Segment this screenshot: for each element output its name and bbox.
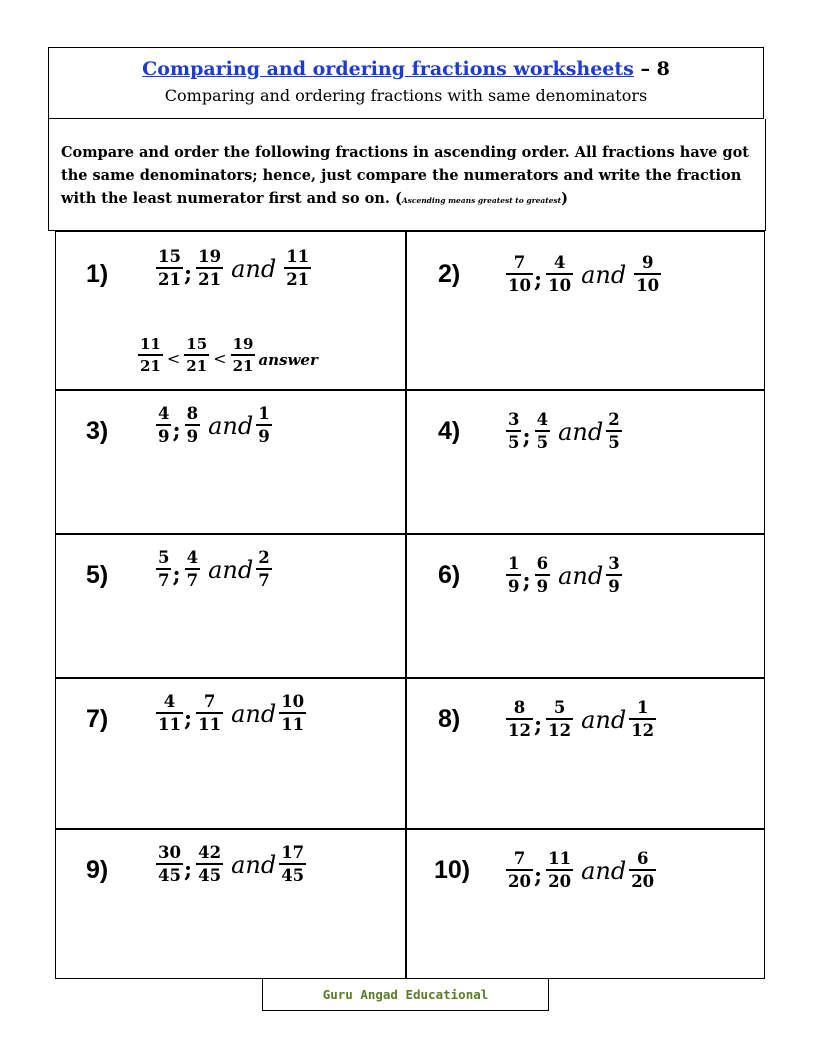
fraction-3-denominator: 21 <box>284 267 311 289</box>
fraction-1-numerator: 3 <box>508 410 520 429</box>
fraction-3-numerator: 2 <box>258 548 270 567</box>
fraction-3-numerator: 17 <box>281 843 305 862</box>
fraction-3-denominator: 5 <box>606 430 621 452</box>
and-word: and <box>231 699 277 728</box>
fraction-2-numerator: 19 <box>198 247 222 266</box>
fraction-2 <box>196 693 223 735</box>
footer-brand: Guru Angad Educational <box>262 979 549 1011</box>
separator-semicolon: ; <box>533 711 543 738</box>
fraction-3-denominator: 9 <box>606 574 621 596</box>
fraction-3-denominator: 11 <box>279 712 306 734</box>
title-link[interactable]: Comparing and ordering fractions worksheets <box>142 58 634 80</box>
worksheet-subtitle: Comparing and ordering fractions with same denominators <box>164 86 648 105</box>
fraction-2-numerator: 11 <box>548 849 572 868</box>
fraction-2-denominator: 11 <box>196 712 223 734</box>
grid-divider-row-2 <box>56 533 764 535</box>
fraction-1 <box>506 850 533 892</box>
fraction-1-denominator: 9 <box>156 424 171 446</box>
and-word: and <box>231 850 277 879</box>
problem-expression <box>156 549 272 591</box>
fraction-3 <box>629 850 656 892</box>
separator-semicolon: ; <box>183 705 193 732</box>
and-word: and <box>208 411 254 440</box>
answer-fraction-1 <box>138 336 163 375</box>
answer-row <box>138 336 318 375</box>
separator-semicolon: ; <box>533 266 543 293</box>
fraction-1-numerator: 8 <box>513 698 526 717</box>
grid-divider-row-1 <box>56 389 764 391</box>
fraction-1-denominator: 5 <box>506 430 521 452</box>
problem-expression <box>156 248 311 290</box>
answer-fraction-1-denominator: 21 <box>138 354 163 375</box>
problem-number: 5) <box>86 561 109 589</box>
problem-expression <box>156 844 306 886</box>
fraction-1 <box>506 555 521 597</box>
worksheet-title <box>49 58 763 80</box>
fraction-2-numerator: 6 <box>536 554 549 573</box>
fraction-3 <box>634 254 661 296</box>
and-word: and <box>231 254 277 283</box>
fraction-1-numerator: 4 <box>158 404 170 423</box>
fraction-1 <box>156 844 183 886</box>
fraction-3-denominator: 12 <box>629 718 656 740</box>
fraction-3 <box>606 411 621 453</box>
fraction-2 <box>196 844 223 886</box>
problem-number: 6) <box>438 561 461 589</box>
grid-divider-vertical <box>405 232 407 978</box>
fraction-3-numerator: 3 <box>608 554 620 573</box>
fraction-2-numerator: 5 <box>553 698 566 717</box>
separator-semicolon: ; <box>172 561 181 588</box>
fraction-1-numerator: 15 <box>158 247 181 266</box>
fraction-1 <box>156 549 171 591</box>
answer-fraction-3-numerator: 19 <box>232 335 254 353</box>
fraction-2 <box>185 549 200 591</box>
problem-expression <box>156 693 306 735</box>
fraction-2 <box>546 850 573 892</box>
fraction-3-numerator: 11 <box>286 247 310 266</box>
problem-number: 1) <box>86 260 109 288</box>
problem-expression <box>156 405 272 447</box>
fraction-2-denominator: 9 <box>535 574 550 596</box>
and-word: and <box>581 260 627 289</box>
and-word: and <box>581 856 627 885</box>
fraction-2-denominator: 21 <box>196 267 223 289</box>
problem-expression <box>506 555 622 597</box>
less-than-sign: < <box>213 348 227 368</box>
problem-number: 8) <box>438 705 461 733</box>
separator-semicolon: ; <box>522 423 531 450</box>
fraction-2 <box>535 411 550 453</box>
problem-number: 3) <box>86 417 109 445</box>
fraction-2 <box>185 405 200 447</box>
fraction-2-numerator: 7 <box>203 692 216 711</box>
fraction-2-denominator: 12 <box>546 718 573 740</box>
and-word: and <box>558 417 604 446</box>
problem-number: 10) <box>434 856 471 884</box>
fraction-3-denominator: 45 <box>279 863 306 885</box>
fraction-2-denominator: 9 <box>185 424 200 446</box>
grid-divider-row-3 <box>56 677 764 679</box>
fraction-2-denominator: 7 <box>185 568 200 590</box>
fraction-1-denominator: 11 <box>156 712 183 734</box>
fraction-3 <box>606 555 621 597</box>
fraction-3 <box>629 699 656 741</box>
answer-fraction-2-numerator: 15 <box>186 335 208 353</box>
problem-number: 2) <box>438 260 461 288</box>
fraction-3 <box>256 549 271 591</box>
fraction-3 <box>279 693 306 735</box>
fraction-2 <box>196 248 223 290</box>
fraction-3-numerator: 1 <box>258 404 270 423</box>
fraction-1 <box>506 254 533 296</box>
separator-semicolon: ; <box>172 417 181 444</box>
problem-expression <box>506 254 661 296</box>
fraction-2 <box>546 254 573 296</box>
fraction-1-numerator: 5 <box>158 548 170 567</box>
grid-divider-row-4 <box>56 828 764 830</box>
separator-semicolon: ; <box>183 856 193 883</box>
fraction-2-numerator: 42 <box>198 843 222 862</box>
and-word: and <box>558 561 604 590</box>
fraction-1-numerator: 30 <box>158 843 181 862</box>
fraction-2-denominator: 45 <box>196 863 223 885</box>
fraction-3-numerator: 10 <box>281 692 305 711</box>
fraction-3-denominator: 20 <box>629 869 656 891</box>
fraction-2-numerator: 8 <box>186 404 199 423</box>
fraction-1-numerator: 7 <box>513 253 526 272</box>
instructions-close: ) <box>561 190 568 207</box>
fraction-3-numerator: 9 <box>641 253 654 272</box>
separator-semicolon: ; <box>522 567 531 594</box>
answer-fraction-3-denominator: 21 <box>231 354 256 375</box>
fraction-1-numerator: 4 <box>163 692 176 711</box>
answer-fraction-2-denominator: 21 <box>184 354 209 375</box>
fraction-1-denominator: 12 <box>506 718 533 740</box>
and-word: and <box>208 555 254 584</box>
answer-fraction-1-numerator: 11 <box>140 335 161 353</box>
fraction-3 <box>279 844 306 886</box>
fraction-3-numerator: 6 <box>636 849 649 868</box>
problem-expression <box>506 699 656 741</box>
fraction-3 <box>284 248 311 290</box>
problem-number: 9) <box>86 856 109 884</box>
problems-grid <box>55 231 765 979</box>
fraction-1 <box>506 699 533 741</box>
fraction-3-denominator: 7 <box>256 568 271 590</box>
fraction-1-denominator: 10 <box>506 273 533 295</box>
fraction-2 <box>546 699 573 741</box>
fraction-2-numerator: 4 <box>536 410 549 429</box>
fraction-2-numerator: 4 <box>553 253 566 272</box>
fraction-1-denominator: 20 <box>506 869 533 891</box>
separator-semicolon: ; <box>533 862 543 889</box>
title-suffix: – 8 <box>633 58 670 80</box>
worksheet-header <box>48 47 764 119</box>
fraction-1-numerator: 7 <box>513 849 526 868</box>
and-word: and <box>581 705 627 734</box>
fraction-1 <box>156 405 171 447</box>
answer-label: answer <box>258 351 318 370</box>
answer-fraction-3 <box>231 336 256 375</box>
fraction-1-denominator: 21 <box>156 267 183 289</box>
problem-expression <box>506 850 656 892</box>
fraction-2-denominator: 5 <box>535 430 550 452</box>
fraction-1-numerator: 1 <box>508 554 520 573</box>
fraction-3-denominator: 10 <box>634 273 661 295</box>
answer-fraction-2 <box>184 336 209 375</box>
instructions-box <box>48 119 766 231</box>
problem-expression <box>506 411 622 453</box>
fraction-1 <box>506 411 521 453</box>
separator-semicolon: ; <box>183 260 193 287</box>
fraction-2-numerator: 4 <box>186 548 199 567</box>
problem-number: 4) <box>438 417 461 445</box>
fraction-2-denominator: 20 <box>546 869 573 891</box>
instructions-text: Compare and order the following fractions in ascending order. All fractions have got the same denominators; hence, just compare the numerators and write the fraction with the least numerator first and so on. ( <box>61 144 749 207</box>
fraction-3 <box>256 405 271 447</box>
fraction-1-denominator: 9 <box>506 574 521 596</box>
instructions-note: Ascending means greatest to greatest <box>401 196 562 205</box>
fraction-1 <box>156 248 183 290</box>
problem-number: 7) <box>86 705 109 733</box>
fraction-3-denominator: 9 <box>256 424 271 446</box>
less-than-sign: < <box>166 348 181 368</box>
fraction-3-numerator: 1 <box>636 698 649 717</box>
fraction-1-denominator: 45 <box>156 863 183 885</box>
fraction-2 <box>535 555 550 597</box>
fraction-2-denominator: 10 <box>546 273 573 295</box>
fraction-3-numerator: 2 <box>608 410 620 429</box>
fraction-1 <box>156 693 183 735</box>
fraction-1-denominator: 7 <box>156 568 171 590</box>
